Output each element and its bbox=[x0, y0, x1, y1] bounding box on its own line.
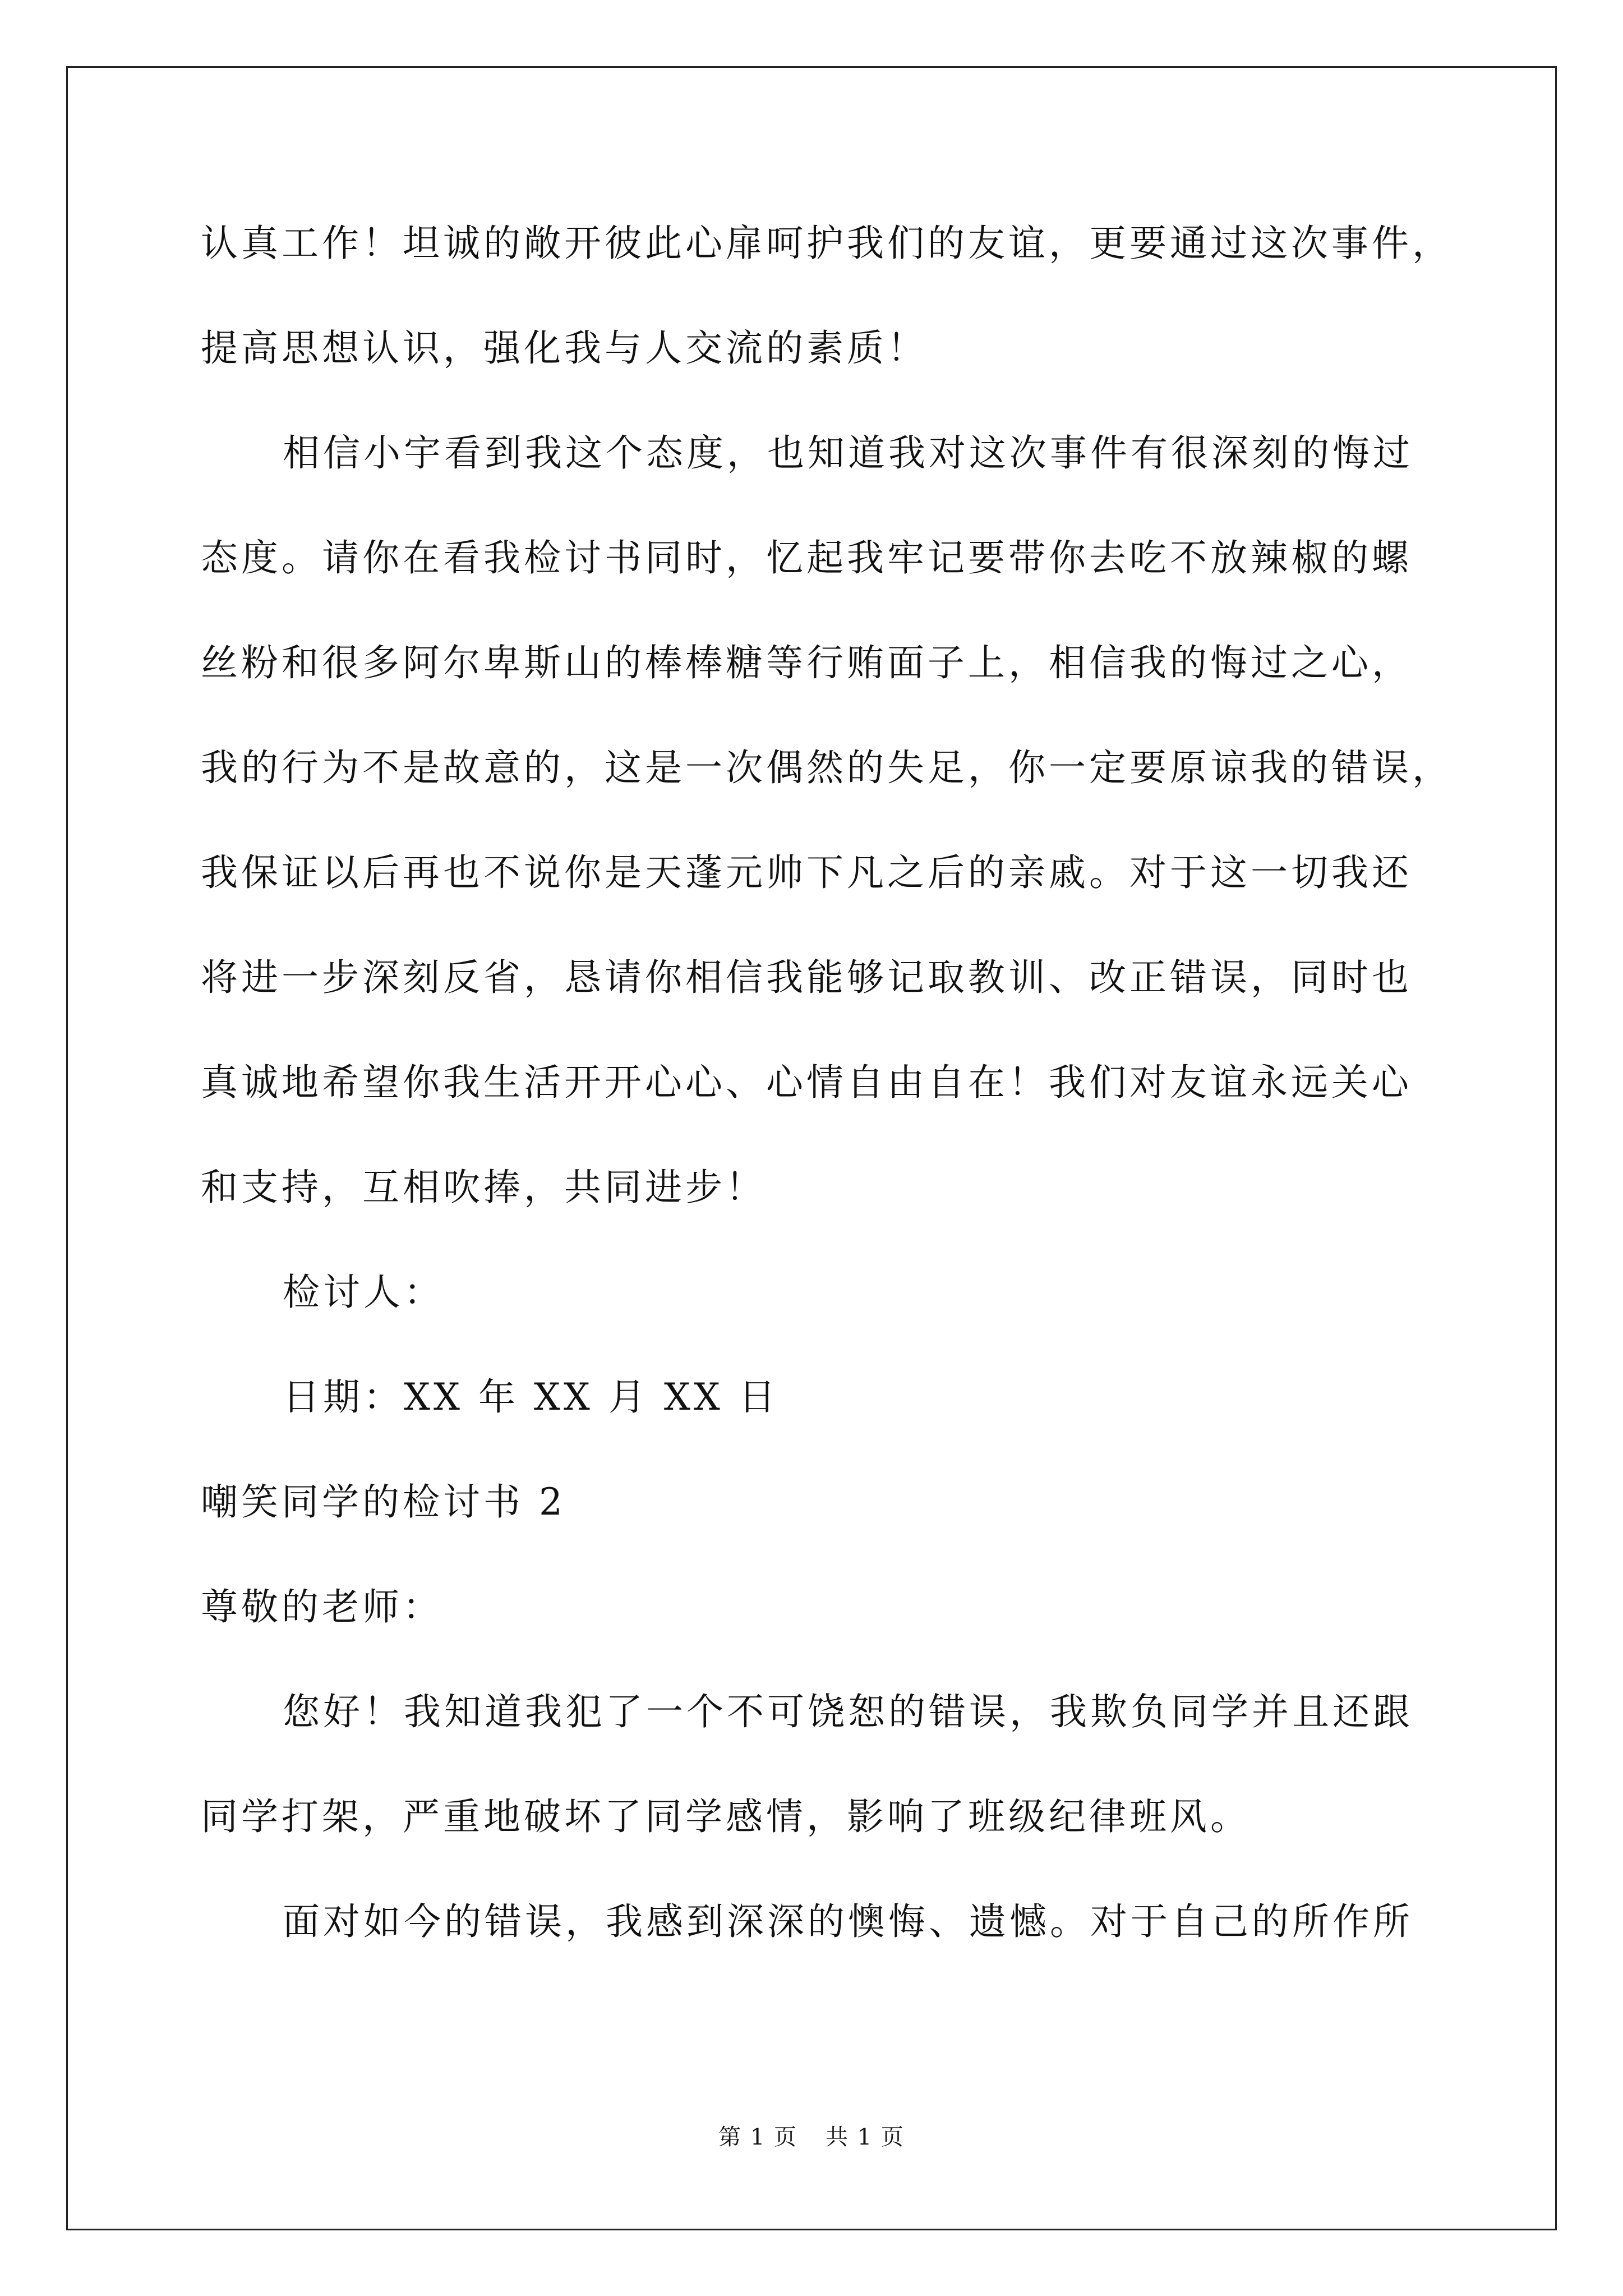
page-footer bbox=[0, 2120, 1623, 2154]
text-line: 和支持，互相吹捧，共同进步！ bbox=[201, 1166, 766, 1209]
page-total: 共 1 页 bbox=[826, 2124, 905, 2150]
text-line: 认真工作！坦诚的敞开彼此心扉呵护我们的友谊，更要通过这次事件， bbox=[201, 222, 1453, 265]
text-line: 我的行为不是故意的，这是一次偶然的失足，你一定要原谅我的错误， bbox=[201, 746, 1453, 789]
paragraph-start: 面对如今的错误，我感到深深的懊悔、遗憾。对于自己的所作所 bbox=[283, 1900, 1413, 1943]
paragraph-start: 您好！我知道我犯了一个不可饶恕的错误，我欺负同学并且还跟 bbox=[283, 1690, 1413, 1733]
signature-line: 检讨人： bbox=[283, 1271, 444, 1314]
text-line: 真诚地希望你我生活开开心心、心情自由自在！我们对友谊永远关心 bbox=[201, 1061, 1412, 1104]
date-line: 日期：XX 年 XX 月 XX 日 bbox=[283, 1375, 779, 1419]
section-title: 嘲笑同学的检讨书 2 bbox=[201, 1480, 566, 1524]
text-line: 态度。请你在看我检讨书同时，忆起我牢记要带你去吃不放辣椒的螺 bbox=[201, 536, 1412, 579]
document-body bbox=[201, 191, 1453, 1974]
salutation: 尊敬的老师： bbox=[201, 1585, 443, 1628]
text-line: 将进一步深刻反省，恳请你相信我能够记取教训、改正错误，同时也 bbox=[201, 956, 1412, 999]
paragraph-start: 相信小宇看到我这个态度，也知道我对这次事件有很深刻的悔过 bbox=[283, 431, 1413, 475]
page-number: 第 1 页 bbox=[718, 2124, 797, 2150]
text-line: 同学打架，严重地破坏了同学感情，影响了班级纪律班风。 bbox=[201, 1795, 1251, 1838]
text-line: 我保证以后再也不说你是天蓬元帅下凡之后的亲戚。对于这一切我还 bbox=[201, 851, 1412, 894]
text-line: 丝粉和很多阿尔卑斯山的棒棒糖等行贿面子上，相信我的悔过之心， bbox=[201, 641, 1412, 684]
text-line: 提高思想认识，强化我与人交流的素质！ bbox=[201, 326, 928, 370]
